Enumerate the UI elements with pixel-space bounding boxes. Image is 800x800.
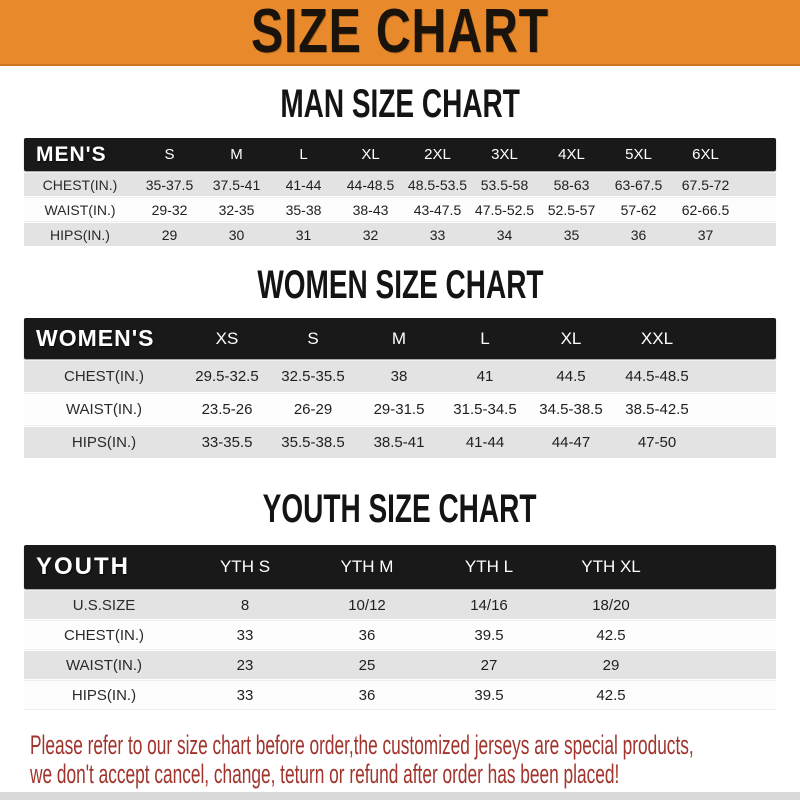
size-chart-banner [0, 0, 800, 66]
value-cell: 67.5-72 [681, 176, 730, 193]
column-header-cell: YTH XL [581, 557, 641, 576]
value-cell: 23.5-26 [201, 401, 253, 418]
value-cell: 36 [630, 226, 647, 243]
row-label-cell: WAIST(IN.) [65, 656, 143, 674]
value-cell: 44.5 [556, 368, 586, 385]
column-header-cell: YTH S [219, 557, 271, 576]
value-cell: 52.5-57 [547, 201, 596, 218]
value-cell: 38.5-42.5 [625, 401, 689, 418]
value-cell: 62-66.5 [681, 201, 730, 218]
column-header-cell: L [480, 328, 490, 348]
table-row [24, 198, 776, 221]
column-header-cell: S [307, 328, 319, 348]
value-cell: 36 [358, 686, 376, 704]
value-cell: 36 [358, 626, 376, 644]
value-cell: 44-48.5 [346, 176, 395, 193]
youth-section-heading-text: YOUTH SIZE CHART [263, 487, 537, 531]
value-cell: 33 [429, 226, 446, 243]
value-cell: 39.5 [474, 626, 504, 644]
column-header-cell: 4XL [558, 146, 585, 163]
value-cell: 47-50 [637, 434, 677, 451]
value-cell: 26-29 [293, 401, 333, 418]
row-label-cell: WAIST(IN.) [65, 401, 143, 418]
value-cell: 44.5-48.5 [625, 368, 689, 385]
value-cell: 41 [476, 368, 494, 385]
value-cell: 58-63 [553, 176, 590, 193]
value-cell: 31 [295, 226, 312, 243]
value-cell: 18/20 [592, 596, 630, 614]
women-section-heading-text: WOMEN SIZE CHART [256, 263, 544, 307]
column-header-cell: XXL [640, 328, 674, 348]
value-cell: 43-47.5 [413, 201, 462, 218]
value-cell: 29 [161, 226, 178, 243]
value-cell: 30 [228, 226, 245, 243]
men-size-table [24, 138, 776, 246]
value-cell: 35-38 [285, 201, 322, 218]
value-cell: 57-62 [620, 201, 657, 218]
value-cell: 42.5 [596, 686, 626, 704]
disclaimer [0, 731, 800, 789]
value-cell: 32.5-35.5 [281, 368, 345, 385]
value-cell: 44-47 [551, 434, 591, 451]
youth-section-heading [0, 487, 800, 531]
disclaimer-line-1: Please refer to our size chart before order,the customized jerseys are special products, [30, 730, 694, 760]
value-cell: 35.5-38.5 [281, 434, 345, 451]
man-section-heading-text: MAN SIZE CHART [280, 82, 520, 126]
value-cell: 47.5-52.5 [474, 201, 535, 218]
column-header-cell: XS [215, 328, 239, 348]
column-header-cell: YTH M [340, 557, 394, 576]
table-header-row [24, 318, 776, 359]
row-label-cell: HIPS(IN.) [71, 686, 137, 704]
value-cell: 8 [240, 596, 250, 614]
value-cell: 32-35 [218, 201, 255, 218]
column-header-cell: M [230, 146, 243, 163]
value-cell: 48.5-53.5 [407, 176, 468, 193]
women-section-heading [0, 263, 800, 307]
value-cell: 14/16 [470, 596, 508, 614]
table-header-row [24, 138, 776, 171]
value-cell: 37 [697, 226, 714, 243]
table-row [24, 681, 776, 709]
table-row [24, 591, 776, 619]
youth-size-table [24, 545, 776, 709]
table-title-cell: WOMEN'S [36, 325, 155, 351]
column-header-cell: L [299, 146, 308, 163]
value-cell: 38.5-41 [373, 434, 425, 451]
row-label-cell: CHEST(IN.) [42, 176, 118, 193]
column-header-cell: XL [361, 146, 380, 163]
row-label-cell: WAIST(IN.) [44, 201, 116, 218]
column-header-cell: 3XL [491, 146, 518, 163]
value-cell: 33-35.5 [201, 434, 253, 451]
value-cell: 29 [602, 656, 620, 674]
value-cell: 29-32 [151, 201, 188, 218]
column-header-cell: XL [560, 328, 582, 348]
table-row [24, 427, 776, 458]
table-row [24, 394, 776, 425]
value-cell: 42.5 [596, 626, 626, 644]
row-label-cell: CHEST(IN.) [64, 626, 144, 644]
column-header-cell: M [391, 328, 407, 348]
value-cell: 10/12 [348, 596, 386, 614]
table-title-cell: MEN'S [36, 142, 107, 166]
row-label-cell: CHEST(IN.) [64, 368, 144, 385]
value-cell: 35-37.5 [145, 176, 194, 193]
value-cell: 53.5-58 [480, 176, 529, 193]
value-cell: 41-44 [465, 434, 505, 451]
value-cell: 25 [358, 656, 376, 674]
table-row [24, 223, 776, 246]
table-row [24, 173, 776, 196]
row-label-cell: U.S.SIZE [72, 596, 136, 614]
column-header-cell: 6XL [692, 146, 719, 163]
row-label-cell: HIPS(IN.) [71, 434, 137, 451]
value-cell: 33 [236, 686, 254, 704]
table-row [24, 651, 776, 679]
value-cell: 38 [390, 368, 408, 385]
value-cell: 29.5-32.5 [195, 368, 259, 385]
table-row [24, 621, 776, 649]
column-header-cell: 2XL [424, 146, 451, 163]
value-cell: 35 [563, 226, 580, 243]
banner-title: SIZE CHART [251, 0, 549, 66]
value-cell: 41-44 [285, 176, 322, 193]
column-header-cell: S [164, 146, 175, 163]
value-cell: 23 [236, 656, 254, 674]
value-cell: 33 [236, 626, 254, 644]
value-cell: 37.5-41 [212, 176, 261, 193]
disclaimer-line-2: we don't accept cancel, change, teturn or refund after order has been placed! [30, 759, 620, 789]
table-title-cell: YOUTH [36, 553, 130, 580]
value-cell: 34.5-38.5 [539, 401, 603, 418]
value-cell: 39.5 [474, 686, 504, 704]
value-cell: 34 [496, 226, 513, 243]
value-cell: 32 [362, 226, 379, 243]
women-size-table [24, 318, 776, 458]
value-cell: 27 [480, 656, 498, 674]
column-header-cell: YTH L [464, 557, 514, 576]
table-row [24, 361, 776, 392]
value-cell: 31.5-34.5 [453, 401, 517, 418]
value-cell: 38-43 [352, 201, 389, 218]
table-header-row [24, 545, 776, 589]
row-label-cell: HIPS(IN.) [50, 226, 110, 243]
man-section-heading [0, 82, 800, 126]
bottom-edge-strip [0, 792, 800, 800]
value-cell: 29-31.5 [373, 401, 425, 418]
column-header-cell: 5XL [625, 146, 652, 163]
value-cell: 63-67.5 [614, 176, 663, 193]
